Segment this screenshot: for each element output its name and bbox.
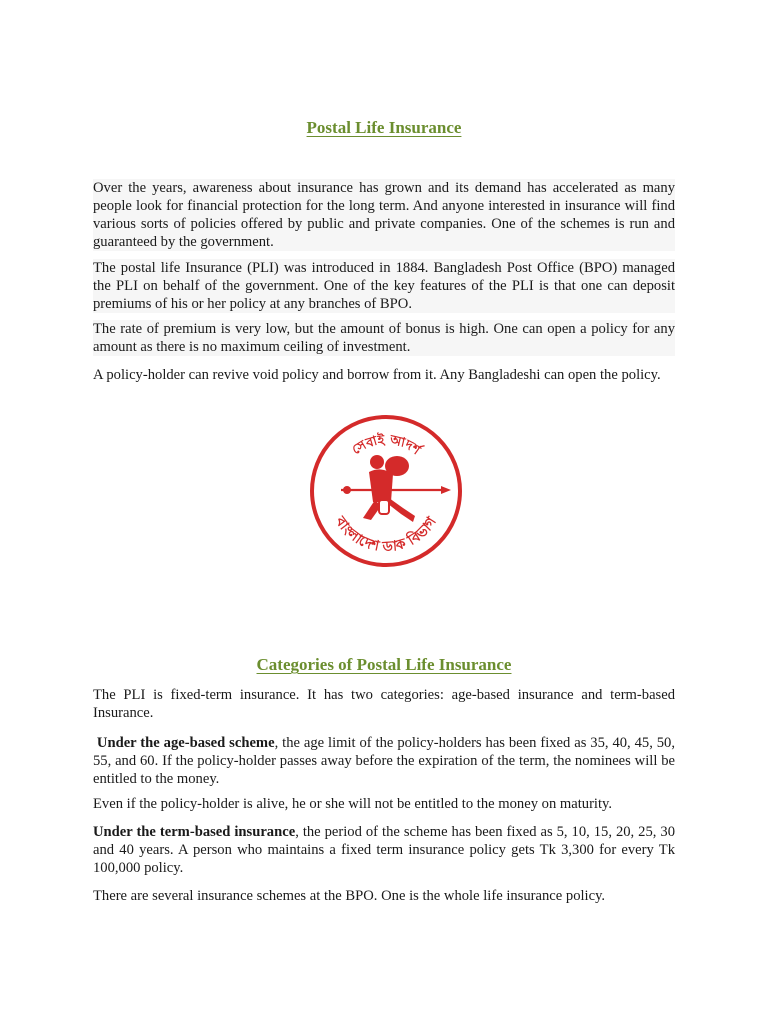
categories-heading: Categories of Postal Life Insurance <box>256 655 512 674</box>
categories-intro-paragraph: The PLI is fixed-term insurance. It has two categories: age-based insurance and term-based Insurance. <box>93 687 675 721</box>
schemes-paragraph: There are several insurance schemes at the BPO. One is the whole life insurance policy. <box>93 888 606 904</box>
revive-paragraph: A policy-holder can revive void policy and borrow from it. Any Bangladeshi can open the policy. <box>93 367 661 383</box>
history-paragraph: The postal life Insurance (PLI) was introduced in 1884. Bangladesh Post Office (BPO) managed the PLI on behalf of the government. One of the key features of the PLI is that one can deposit premiums of his or her policy at any branches of BPO. <box>93 260 675 312</box>
term-based-paragraph: Under the term-based insurance, the period of the scheme has been fixed as 5, 10, 15, 20, 25, 30 and 40 years. A person who maintains a fixed term insurance policy gets Tk 3,300 for every Tk 100,000 policy. <box>93 824 675 876</box>
premium-paragraph: The rate of premium is very low, but the amount of bonus is high. One can open a policy for any amount as there is no maximum ceiling of investment. <box>93 321 675 355</box>
age-based-paragraph: Under the age-based scheme, the age limit of the policy-holders has been fixed as 35, 40, 45, 50, 55, and 60. If the policy-holder passes away before the expiration of the term, the nominees will be entitled to the money. <box>93 735 675 787</box>
logo-bottom-text: বাংলাদেশ ডাক বিভাগ <box>331 513 440 556</box>
logo-top-text: সেবাই আদর্শ <box>349 432 423 459</box>
intro-paragraph: Over the years, awareness about insurance has grown and its demand has accelerated as many people look for financial protection for the long term. And anyone interested in insurance will find various sorts of policies offered by public and private companies. One of the schemes is run and guaranteed by the government. <box>93 180 675 250</box>
age-based-label: Under the age-based scheme <box>96 735 275 751</box>
maturity-paragraph: Even if the policy-holder is alive, he or she will not be entitled to the money on maturity. <box>93 796 613 812</box>
bangladesh-post-logo <box>309 414 463 568</box>
page-title: Postal Life Insurance <box>306 118 462 137</box>
term-based-label: Under the term-based insurance <box>93 824 296 840</box>
runner-icon <box>341 455 451 522</box>
